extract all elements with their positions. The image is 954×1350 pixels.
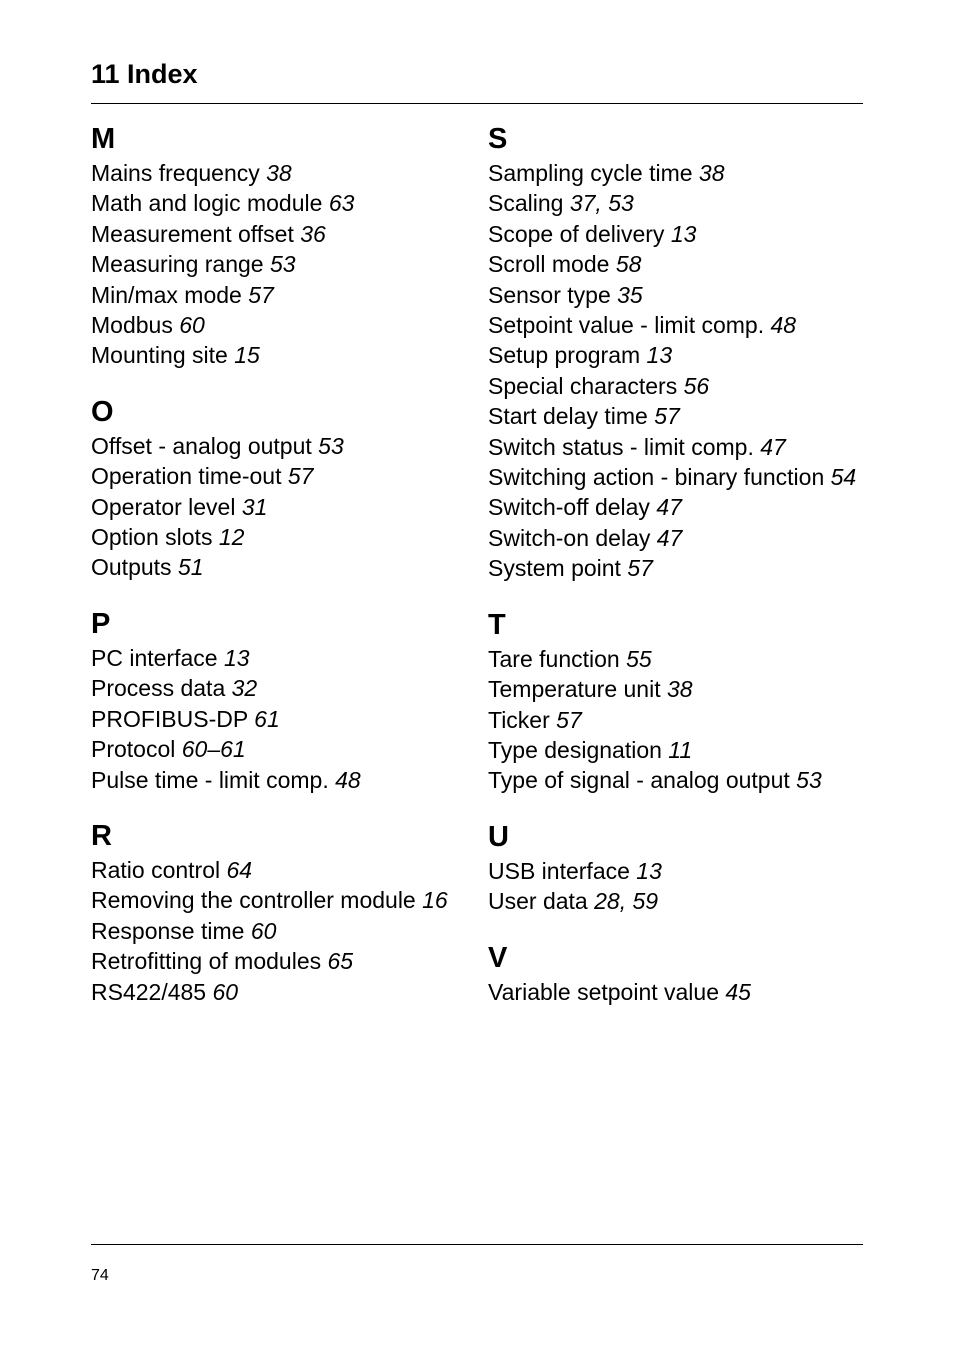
entry-term: Option slots xyxy=(91,524,213,551)
entry-page-ref: 53 xyxy=(318,432,344,459)
entry-page-ref: 57 xyxy=(287,463,314,490)
section-letter: R xyxy=(91,819,112,852)
entry-term: Type of signal - analog output xyxy=(488,767,790,794)
entry-term: Operator level xyxy=(91,493,236,520)
entry-page-ref: 48 xyxy=(335,766,361,793)
index-entry xyxy=(91,340,467,370)
entry-page-ref: 53 xyxy=(796,767,822,794)
entry-page-ref: 57 xyxy=(248,281,274,308)
index-entry xyxy=(91,916,467,946)
entry-page-ref: 35 xyxy=(617,281,643,308)
entry-term: Scaling xyxy=(488,190,564,217)
entry-page-ref: 63 xyxy=(328,190,355,217)
index-entry xyxy=(488,432,863,462)
index-entry xyxy=(91,158,467,188)
entry-term: Offset - analog output xyxy=(91,432,312,459)
entry-page-ref: 13 xyxy=(670,220,697,247)
index-entry xyxy=(488,765,863,795)
entry-term: Start delay time xyxy=(488,403,648,430)
entry-term: Pulse time - limit comp. xyxy=(91,766,329,793)
entry-term: Retrofitting of modules xyxy=(91,948,322,975)
entry-term: Switch status - limit comp. xyxy=(488,433,754,460)
entry-page-ref: 38 xyxy=(266,160,292,186)
entry-page-ref: 60–61 xyxy=(181,736,246,763)
index-section-u xyxy=(488,818,863,917)
index-entry xyxy=(488,553,863,583)
entry-term: Sampling cycle time xyxy=(488,160,693,186)
entry-page-ref: 65 xyxy=(327,948,354,975)
entry-term: Measurement offset xyxy=(91,220,294,247)
index-entry xyxy=(91,280,467,310)
index-entry xyxy=(488,886,863,916)
index-entry xyxy=(488,310,863,340)
entry-page-ref: 13 xyxy=(636,857,662,884)
index-entry xyxy=(91,188,467,218)
index-entry xyxy=(488,219,863,249)
entry-page-ref: 32 xyxy=(231,675,258,702)
index-entry xyxy=(488,462,863,492)
section-letter: S xyxy=(488,123,508,155)
index-entry xyxy=(488,523,863,553)
entry-term: User data xyxy=(488,888,588,915)
entry-term: Process data xyxy=(91,675,226,702)
entry-page-ref: 64 xyxy=(226,856,253,883)
index-entry xyxy=(91,673,467,703)
entry-term: Variable setpoint value xyxy=(488,978,719,1005)
index-column-left xyxy=(91,120,467,1029)
index-entry xyxy=(488,977,863,1007)
entry-term: Special characters xyxy=(488,372,678,399)
index-entry xyxy=(488,158,863,188)
entry-page-ref: 48 xyxy=(770,312,797,339)
index-entry xyxy=(91,552,467,582)
index-entry xyxy=(488,188,863,218)
index-column-right xyxy=(488,120,863,1029)
section-letter: U xyxy=(488,820,509,853)
section-letter: M xyxy=(91,123,116,155)
entry-term: PROFIBUS-DP xyxy=(91,705,248,732)
entry-page-ref: 51 xyxy=(177,554,204,581)
entry-page-ref: 13 xyxy=(223,644,250,671)
entry-term: Switch-off delay xyxy=(488,494,650,521)
entry-term: Removing the controller module xyxy=(91,887,416,914)
entry-term: Setup program xyxy=(488,342,641,369)
entry-term: Ticker xyxy=(488,706,550,733)
index-entry xyxy=(488,705,863,735)
entry-term: Setpoint value - limit comp. xyxy=(488,312,765,339)
entry-page-ref: 61 xyxy=(254,705,280,732)
entry-term: Operation time-out xyxy=(91,463,282,490)
entry-page-ref: 57 xyxy=(627,555,653,582)
section-letter: O xyxy=(91,395,114,428)
entry-page-ref: 36 xyxy=(300,220,326,247)
entry-term: Tare function xyxy=(488,645,620,672)
entry-term: Switch-on delay xyxy=(488,524,651,551)
entry-page-ref: 57 xyxy=(654,403,680,430)
header-divider xyxy=(91,103,863,104)
page-number: 74 xyxy=(91,1267,109,1284)
entry-term: Response time xyxy=(91,917,245,944)
section-letter: T xyxy=(488,608,506,641)
entry-term: Protocol xyxy=(91,736,176,763)
footer-divider xyxy=(91,1244,863,1245)
index-entry xyxy=(91,310,467,340)
section-letter: V xyxy=(488,941,508,974)
entry-term: Math and logic module xyxy=(91,190,323,217)
index-entry xyxy=(488,674,863,704)
index-entry xyxy=(488,644,863,674)
chapter-title: 11 Index xyxy=(91,59,198,89)
index-entry xyxy=(91,765,467,795)
entry-page-ref: 37, 53 xyxy=(569,190,634,217)
entry-page-ref: 57 xyxy=(556,706,582,733)
entry-page-ref: 31 xyxy=(241,493,268,520)
entry-term: Outputs xyxy=(91,554,172,581)
entry-page-ref: 60 xyxy=(212,978,239,1005)
index-entry xyxy=(488,492,863,522)
index-entry xyxy=(91,734,467,764)
entry-term: Switching action - binary function xyxy=(488,464,825,491)
index-entry xyxy=(91,855,467,885)
entry-page-ref: 54 xyxy=(830,464,857,491)
index-section-t xyxy=(488,606,863,796)
entry-page-ref: 60 xyxy=(250,917,277,944)
index-entry xyxy=(91,431,467,461)
entry-term: USB interface xyxy=(488,857,630,884)
entry-page-ref: 60 xyxy=(179,312,205,339)
entry-term: Scope of delivery xyxy=(488,220,665,247)
entry-term: Scroll mode xyxy=(488,251,610,278)
entry-page-ref: 13 xyxy=(646,342,673,369)
index-entry xyxy=(488,340,863,370)
entry-term: Ratio control xyxy=(91,856,221,883)
entry-page-ref: 16 xyxy=(422,887,448,914)
index-entry xyxy=(91,643,467,673)
entry-page-ref: 28, 59 xyxy=(594,888,659,915)
index-entry xyxy=(488,249,863,279)
index-entry xyxy=(488,371,863,401)
index-section-p xyxy=(91,605,467,795)
index-section-s xyxy=(488,120,863,584)
entry-term: System point xyxy=(488,555,621,582)
entry-term: Sensor type xyxy=(488,281,611,308)
entry-page-ref: 56 xyxy=(683,372,710,399)
entry-page-ref: 55 xyxy=(626,645,652,672)
entry-page-ref: 38 xyxy=(666,676,693,703)
index-section-o xyxy=(91,393,467,583)
entry-page-ref: 47 xyxy=(656,494,682,521)
index-entry xyxy=(91,977,467,1007)
entry-page-ref: 11 xyxy=(668,736,693,763)
index-entry xyxy=(91,885,467,915)
index-entry xyxy=(91,219,467,249)
index-entry xyxy=(91,522,467,552)
entry-term: Measuring range xyxy=(91,251,264,278)
index-entry xyxy=(488,735,863,765)
entry-term: Min/max mode xyxy=(91,281,242,308)
entry-term: Type designation xyxy=(488,736,662,763)
entry-page-ref: 45 xyxy=(725,978,751,1005)
entry-page-ref: 58 xyxy=(615,251,642,278)
section-letter: P xyxy=(91,607,111,640)
index-entry xyxy=(91,249,467,279)
index-entry xyxy=(91,461,467,491)
entry-page-ref: 12 xyxy=(218,524,245,551)
entry-page-ref: 47 xyxy=(656,524,683,551)
entry-page-ref: 15 xyxy=(234,342,260,369)
entry-term: Mains frequency xyxy=(91,160,260,186)
index-entry xyxy=(488,280,863,310)
index-entry xyxy=(488,856,863,886)
entry-page-ref: 53 xyxy=(270,251,296,278)
entry-term: Mounting site xyxy=(91,342,228,369)
entry-term: PC interface xyxy=(91,644,218,671)
index-section-m xyxy=(91,120,467,371)
entry-page-ref: 47 xyxy=(760,433,786,460)
index-entry xyxy=(91,704,467,734)
index-entry xyxy=(91,492,467,522)
entry-term: RS422/485 xyxy=(91,978,207,1005)
entry-page-ref: 38 xyxy=(698,160,725,186)
index-entry xyxy=(488,401,863,431)
index-section-v xyxy=(488,939,863,1007)
entry-term: Temperature unit xyxy=(488,676,661,703)
index-entry xyxy=(91,946,467,976)
entry-term: Modbus xyxy=(91,312,173,339)
index-section-r xyxy=(91,817,467,1007)
